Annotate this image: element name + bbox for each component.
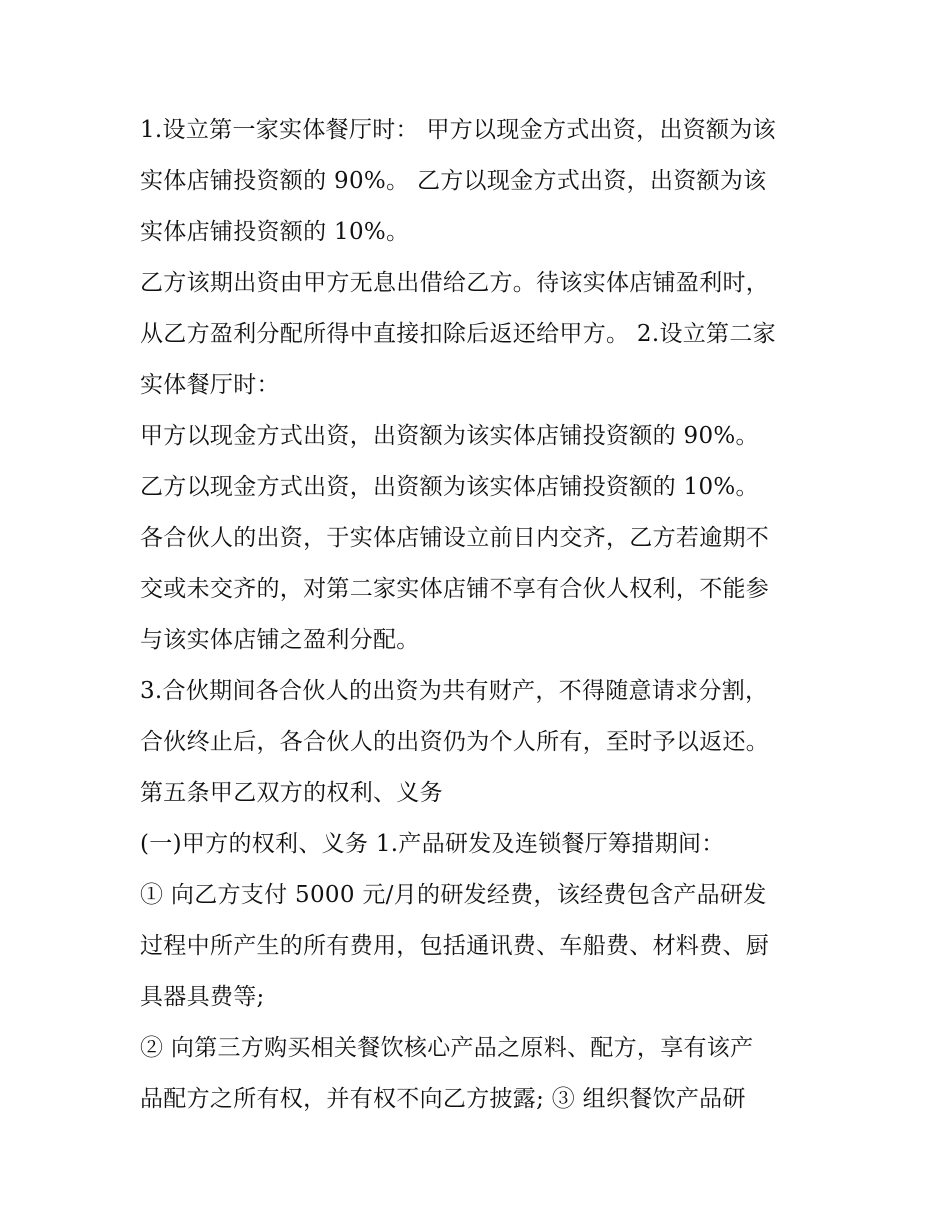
text-line: 第五条甲乙双方的权利、义务	[140, 780, 443, 806]
text-line: 实体店铺投资额的 10%。	[140, 219, 410, 245]
text-line: (一)甲方的权利、义务 1.产品研发及连锁餐厅筹措期间：	[140, 831, 725, 857]
text-line: ② 向第三方购买相关餐饮核心产品之原料、配方，享有该产	[140, 1035, 754, 1061]
paragraph	[140, 513, 830, 666]
text-line: 交或未交齐的，对第二家实体店铺不享有合伙人权利，不能参	[140, 576, 770, 602]
text-line: 1.设立第一家实体餐厅时： 甲方以现金方式出资，出资额为该	[140, 117, 776, 143]
subsection-heading	[140, 819, 830, 870]
text-line: ① 向乙方支付 5000 元/月的研发经费，该经费包含产品研发	[140, 882, 767, 908]
section-heading	[140, 768, 830, 819]
paragraph	[140, 462, 830, 513]
paragraph	[140, 258, 830, 411]
text-line: 甲方以现金方式出资，出资额为该实体店铺投资额的 90%。	[140, 423, 759, 449]
list-item	[140, 870, 830, 1023]
list-item	[140, 1023, 830, 1125]
text-line: 各合伙人的出资，于实体店铺设立前日内交齐，乙方若逾期不	[140, 525, 770, 551]
text-line: 实体店铺投资额的 90%。 乙方以现金方式出资，出资额为该	[140, 168, 767, 194]
text-line: 过程中所产生的所有费用，包括通讯费、车船费、材料费、厨	[140, 933, 770, 959]
paragraph	[140, 411, 830, 462]
paragraph	[140, 666, 830, 768]
text-line: 乙方该期出资由甲方无息出借给乙方。待该实体店铺盈利时，	[140, 270, 770, 296]
paragraph	[140, 105, 830, 258]
text-line: 实体餐厅时：	[140, 372, 280, 398]
text-line: 乙方以现金方式出资，出资额为该实体店铺投资额的 10%。	[140, 474, 759, 500]
document-body	[140, 105, 830, 1125]
text-line: 合伙终止后，各合伙人的出资仍为个人所有，至时予以返还。	[140, 729, 770, 755]
text-line: 与该实体店铺之盈利分配。	[140, 627, 420, 653]
text-line: 从乙方盈利分配所得中直接扣除后返还给甲方。 2.设立第二家	[140, 321, 776, 347]
text-line: 品配方之所有权，并有权不向乙方披露; ③ 组织餐饮产品研	[140, 1086, 746, 1112]
text-line: 3.合伙期间各合伙人的出资为共有财产，不得随意请求分割，	[140, 678, 769, 704]
text-line: 具器具费等;	[140, 984, 265, 1010]
